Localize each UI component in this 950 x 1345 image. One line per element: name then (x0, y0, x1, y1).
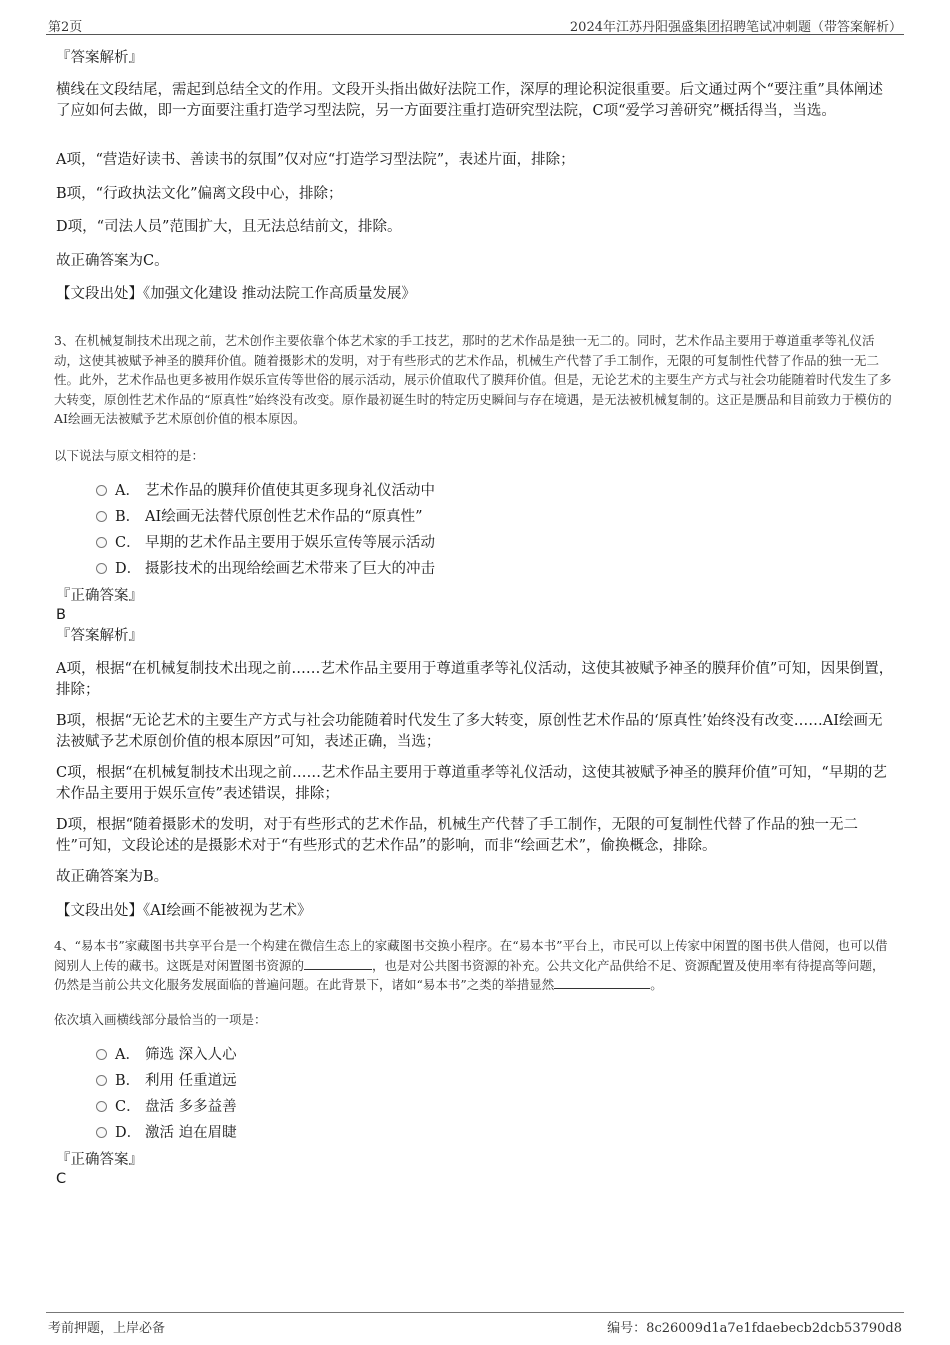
q3-option-d-analysis: D项，根据“随着摄影术的发明，对于有些形式的艺术作品，机械生产代替了手工制作，无限的可复制性代替了作品的独一无二性”可知，文段论述的是摄影术对于“有些形式的艺术作品”的影响，而非“绘画艺术”，偷换概念，排除。 (56, 817, 859, 854)
q2-analysis-text: 横线在文段结尾，需起到总结全文的作用。文段开头指出做好法院工作，深厚的理论积淀很重要。后文通过两个“要注重”具体阐述了应如何去做，即一方面要注重打造学习型法院，另一方面要注重打造研究型法院，C项“爱学习善研究”概括得当，当选。 (56, 82, 883, 119)
q3-option-c-analysis: C项，根据“在机械复制技术出现之前……艺术作品主要用于尊道重孝等礼仪活动，这使其被赋予神圣的膜拜价值”可知，“早期的艺术作品主要用于娱乐宣传”表述错误，排除； (56, 765, 887, 802)
q2-source: 【文段出处】《加强文化建设 推动法院工作高质量发展》 (56, 286, 416, 302)
q3-answer: B (56, 607, 66, 623)
page-header (46, 14, 904, 35)
radio-icon[interactable] (96, 537, 107, 548)
q4-question: 依次填入画横线部分最恰当的一项是： (54, 1012, 267, 1027)
q2-option-d-analysis: D项，“司法人员”范围扩大，且无法总结前文，排除。 (56, 219, 402, 235)
q4-option-c[interactable]: C． 盘活 多多益善 (96, 1097, 237, 1117)
q4-answer: C (56, 1171, 67, 1187)
q3-option-d[interactable]: D． 摄影技术的出现给绘画艺术带来了巨大的冲击 (96, 559, 435, 579)
footer-slogan: 考前押题，上岸必备 (48, 1321, 166, 1336)
q3-stem: 3、在机械复制技术出现之前，艺术创作主要依靠个体艺术家的手工技艺，那时的艺术作品是独一无二的。同时，艺术作品主要用于尊道重孝等礼仪活动，这使其被赋予神圣的膜拜价值。随着摄影术的发明，对于有些形式的艺术作品，机械生产代替了手工制作，无限的可复制性代替了作品的独一无二性。此外，艺术作品也更多被用作娱乐宣传等世俗的展示活动，展示价值取代了膜拜价值。但是，无论艺术的主要生产方式与社会功能随着时代发生了多大转变，原创性艺术作品的“原真性”始终没有改变。原作最初诞生时的特定历史瞬间与存在境遇，是无法被机械复制的。这正是赝品和目前致力于模仿的AI绘画无法被赋予艺术原创价值的根本原因。 (54, 333, 892, 426)
page-number: 第2页 (48, 20, 83, 35)
radio-icon[interactable] (96, 485, 107, 496)
radio-icon[interactable] (96, 511, 107, 522)
q3-conclusion: 故正确答案为B。 (56, 869, 169, 885)
q4-option-b[interactable]: B． 利用 任重道远 (96, 1071, 237, 1091)
q4-stem: 4、“易本书”家藏图书共享平台是一个构建在微信生态上的家藏图书交换小程序。在“易本书”平台上，市民可以上传家中闲置的图书供人借阅，也可以借阅别人上传的藏书。这既是对闲置图书资源的 ，也是对公共图书资源的补充。公共文化产品供给不足、资源配置及使用率有待提高等问题，仍然是当前公共文化服务发展面临的普遍问题。在此背景下，诸如“易本书”之类的举措显然 。 (54, 938, 888, 992)
q4-option-d[interactable]: D． 激活 迫在眉睫 (96, 1123, 237, 1143)
q4-option-a[interactable]: A． 筛选 深入人心 (96, 1045, 237, 1065)
q4-answer-label: 『正确答案』 (56, 1152, 143, 1168)
q2-conclusion: 故正确答案为C。 (56, 253, 169, 269)
q3-option-b[interactable]: B． AI绘画无法替代原创性艺术作品的“原真性” (96, 507, 423, 527)
q2-analysis-label: 『答案解析』 (56, 50, 143, 66)
page-footer (46, 1312, 904, 1339)
radio-icon[interactable] (96, 563, 107, 574)
radio-icon[interactable] (96, 1049, 107, 1060)
q3-question: 以下说法与原文相符的是： (54, 448, 205, 463)
fill-blank-2 (554, 976, 650, 989)
q3-answer-label: 『正确答案』 (56, 588, 143, 604)
q3-analysis-label: 『答案解析』 (56, 628, 143, 644)
q3-option-c[interactable]: C． 早期的艺术作品主要用于娱乐宣传等展示活动 (96, 533, 435, 553)
q3-option-b-analysis: B项，根据“无论艺术的主要生产方式与社会功能随着时代发生了多大转变，原创性艺术作品的‘原真性’始终没有改变……AI绘画无法被赋予艺术原创价值的根本原因”可知，表述正确，当选； (56, 713, 883, 750)
radio-icon[interactable] (96, 1075, 107, 1086)
fill-blank-1 (304, 957, 372, 970)
radio-icon[interactable] (96, 1101, 107, 1112)
radio-icon[interactable] (96, 1127, 107, 1138)
document-id: 编号：8c26009d1a7e1fdaebecb2dcb53790d8 (607, 1321, 902, 1336)
q3-source: 【文段出处】《AI绘画不能被视为艺术》 (56, 903, 312, 919)
q3-option-a[interactable]: A． 艺术作品的膜拜价值使其更多现身礼仪活动中 (96, 481, 435, 501)
q3-option-a-analysis: A项，根据“在机械复制技术出现之前……艺术作品主要用于尊道重孝等礼仪活动，这使其被赋予神圣的膜拜价值”可知，因果倒置，排除； (56, 661, 894, 698)
q2-option-a-analysis: A项，“营造好读书、善读书的氛围”仅对应“打造学习型法院”，表述片面，排除； (56, 152, 575, 168)
document-title: 2024年江苏丹阳强盛集团招聘笔试冲刺题（带答案解析） (569, 20, 902, 35)
q2-option-b-analysis: B项，“行政执法文化”偏离文段中心，排除； (56, 186, 343, 202)
